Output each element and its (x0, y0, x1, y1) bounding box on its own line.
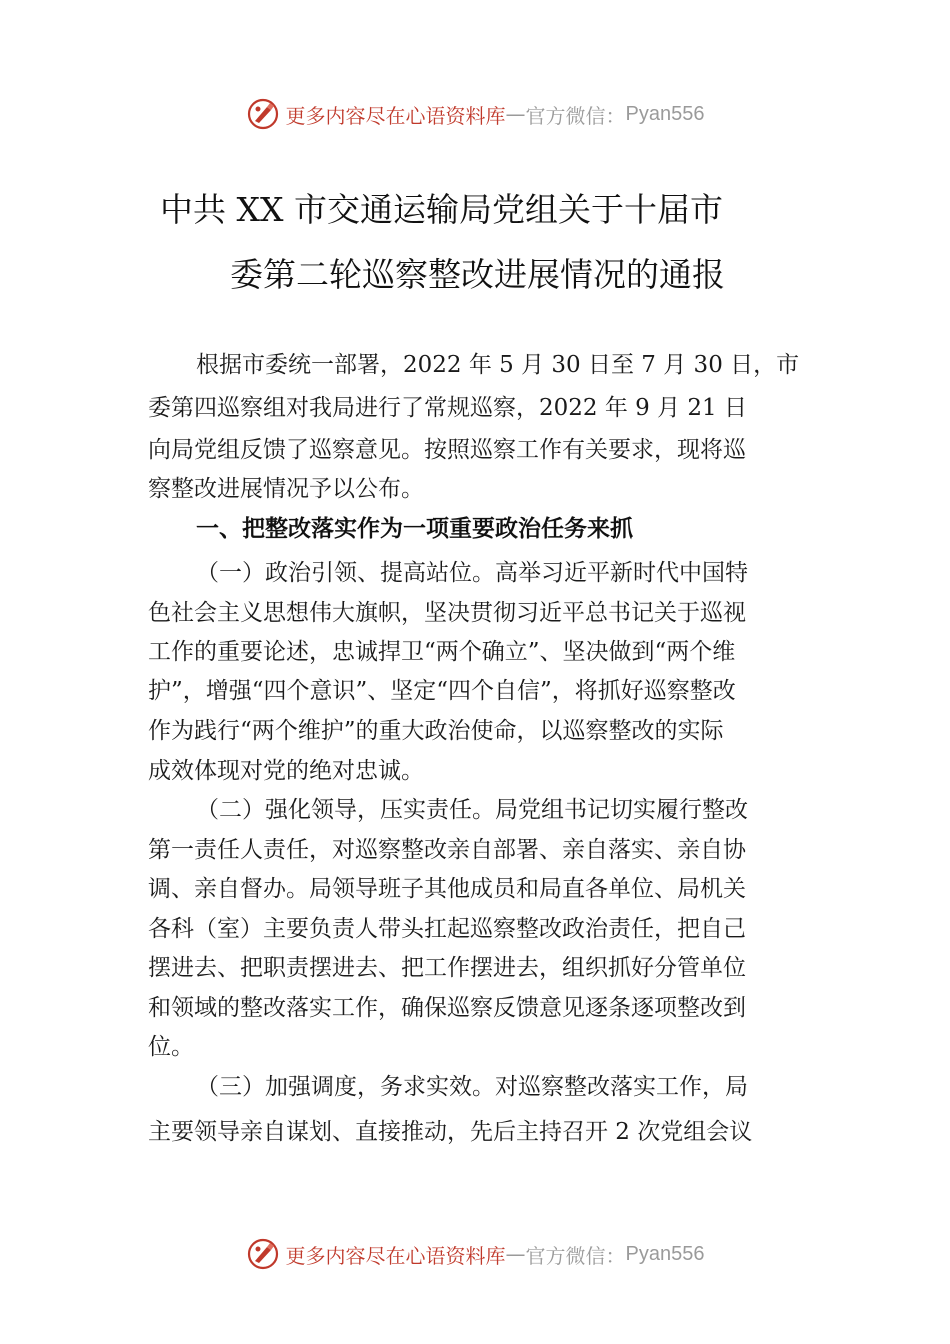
banner-wechat-id: Pyan556 (625, 1242, 705, 1265)
body-line: （三）加强调度，务求实效。对巡察整改落实工作，局 (196, 1074, 748, 1100)
body-line: 第一责任人责任，对巡察整改亲自部署、亲自落实、亲自协 (148, 837, 746, 863)
body-line: 根据市委统一部署，2022 年 5 月 30 日至 7 月 30 日，市 (196, 352, 800, 378)
body-line: 各科（室）主要负责人带头扛起巡察整改政治责任，把自己 (148, 916, 746, 942)
body-line: （一）政治引领、提高站位。高举习近平新时代中国特 (196, 560, 748, 586)
body-line: 位。 (148, 1034, 194, 1060)
banner-text: 更多内容尽在心语资料库 (285, 1243, 506, 1268)
banner-text: 更多内容尽在心语资料库 (285, 103, 506, 128)
body-line: 护”，增强“四个意识”、坚定“四个自信”，将抓好巡察整改 (148, 678, 736, 704)
body-line: 作为践行“两个维护”的重大政治使命，以巡察整改的实际 (148, 718, 724, 744)
footer-banner (0, 1234, 950, 1274)
body-line: 色社会主义思想伟大旗帜，坚决贯彻习近平总书记关于巡视 (148, 600, 746, 626)
body-line: 和领域的整改落实工作，确保巡察反馈意见逐条逐项整改到 (148, 995, 746, 1021)
body-line: 摆进去、把职责摆进去、把工作摆进去，组织抓好分管单位 (148, 955, 746, 981)
body-line: 向局党组反馈了巡察意见。按照巡察工作有关要求，现将巡 (148, 437, 746, 463)
body-line: 主要领导亲自谋划、直接推动，先后主持召开 2 次党组会议 (148, 1119, 753, 1145)
banner-wechat-label: 官方微信： (525, 103, 626, 128)
body-line: 成效体现对党的绝对忠诚。 (148, 758, 424, 784)
banner-separator: — (505, 1242, 526, 1266)
library-logo-icon (246, 1237, 280, 1271)
section-heading: 一、把整改落实作为一项重要政治任务来抓 (196, 516, 633, 542)
library-logo-icon (246, 97, 280, 131)
header-banner (0, 94, 950, 134)
body-line: 调、亲自督办。局领导班子其他成员和局直各单位、局机关 (148, 876, 746, 902)
banner-separator: — (505, 102, 526, 126)
document-title-line-1: 中共 XX 市交通运输局党组关于十届市 (160, 190, 723, 229)
body-line: 察整改进展情况予以公布。 (148, 476, 424, 502)
body-line: （二）强化领导，压实责任。局党组书记切实履行整改 (196, 797, 748, 823)
document-title-line-2: 委第二轮巡察整改进展情况的通报 (230, 255, 725, 294)
body-line: 工作的重要论述，忠诚捍卫“两个确立”、坚决做到“两个维 (148, 639, 736, 665)
banner-wechat-id: Pyan556 (625, 102, 705, 125)
body-line: 委第四巡察组对我局进行了常规巡察，2022 年 9 月 21 日 (148, 395, 747, 421)
banner-wechat-label: 官方微信： (525, 1243, 626, 1268)
